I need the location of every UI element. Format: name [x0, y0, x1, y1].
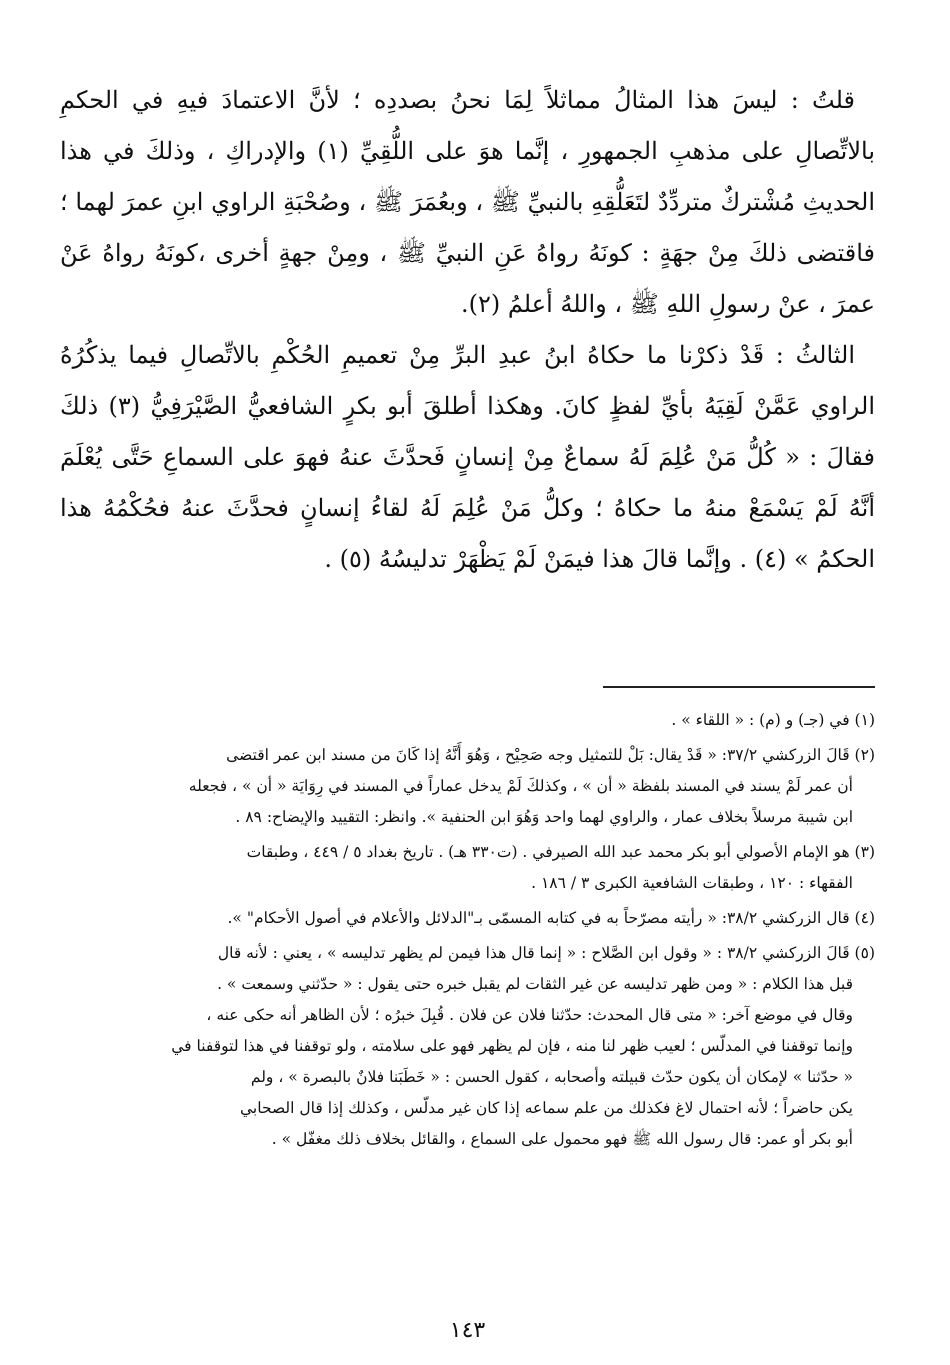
footnote-5	[60, 938, 875, 1155]
footnote-line: يكن حاضراً ؛ لأنه احتمال لاغ فكذلك من علم سماعه إذا كان غير مدلّس ، وكذلك إذا قال الصحابي	[240, 1099, 853, 1117]
footnote-line: الفقهاء : ١٢٠ ، وطبقات الشافعية الكبرى ٣ / ١٨٦ .	[531, 874, 853, 892]
page	[60, 55, 875, 1345]
main-text	[60, 75, 875, 585]
footnote-1	[60, 705, 875, 736]
footnote-line: (٢) قَالَ الزركشي ٣٧/٢: « قَدْ يقال: بَلْ للتمثيل وجه صَحِيْح ، وَهُوَ أَنَّهُ إذا كَانَ من مسند ابن عمر اقتضى	[226, 746, 875, 764]
paragraph-1: قلتُ : ليسَ هذا المثالُ مماثلاً لِمَا نحنُ بصددِه ؛ لأنَّ الاعتمادَ فيهِ في الحكمِ بالاتِّصالِ على مذهبِ الجمهورِ ، إنَّما هوَ على اللُّقِيِّ (١) والإدراكِ ، وذلكَ في هذا الحديثِ مُشْتركٌ متردِّدٌ لتَعَلُّقِهِ بالنبيِّ ﷺ ، وبعُمَرَ ﷺ ، وصُحْبَةِ الراوي ابنِ عمرَ لهما ؛ فاقتضى ذلكَ مِنْ جهَةٍ : كونَهُ رواهُ عَنِ النبيِّ ﷺ ، ومِنْ جهةٍ أخرى ،كونَهُ رواهُ عَنْ عمرَ ، عنْ رسولِ اللهِ ﷺ ، واللهُ أعلمُ (٢).	[60, 86, 875, 318]
footnote-line: قبل هذا الكلام : « ومن ظهر تدليسه عن غير الثقات لم يقبل خبره حتى يقول : « حدّثني وسمعت » .	[217, 975, 853, 993]
footnote-line: ابن شيبة مرسلاً بخلاف عمار ، والراوي لهما واحد وَهُوَ ابن الحنفية ». وانظر: التقييد والإيضاح: ٨٩ .	[235, 808, 853, 826]
footnote-line: (٤) قال الزركشي ٣٨/٢: « رأيته مصرّحاً به في كتابه المسمّى بـ"الدلائل والأعلام في أصول الأحكام" ».	[227, 909, 875, 927]
footnotes	[60, 705, 875, 1159]
paragraph-2: الثالثُ : قَدْ ذكرْنا ما حكاهُ ابنُ عبدِ البرِّ مِنْ تعميمِ الحُكْمِ بالاتِّصالِ فيما يذكُرُهُ الراوي عَمَّنْ لَقِيَهُ بأيِّ لفظٍ كانَ. وهكذا أطلقَ أبو بكرٍ الشافعيُّ الصَّيْرَفِيُّ (٣) ذلكَ فقالَ : « كُلُّ مَنْ عُلِمَ لَهُ سماعٌ مِنْ إنسانٍ فَحدَّثَ عنهُ فهوَ على السماعِ حَتَّى يُعْلَمَ أنَّهُ لَمْ يَسْمَعْ منهُ ما حكاهُ ؛ وكلُّ مَنْ عُلِمَ لَهُ لقاءُ إنسانٍ فحدَّثَ عنهُ فحُكْمُهُ هذا الحكمُ » (٤) . وإنَّما قالَ هذا فيمَنْ لَمْ يَظْهَرْ تدليسُهُ (٥) .	[60, 341, 876, 573]
footnote-3	[60, 837, 875, 899]
footnote-line: (٣) هو الإمام الأصولي أبو بكر محمد عبد الله الصيرفي . (ت٣٣٠ هـ) . تاريخ بغداد ٥ / ٤٤٩ ، وطبقات	[246, 843, 875, 861]
footnote-line: وقال في موضع آخر: « متى قال المحدث: حدّثنا فلان عن فلان . قُبِلَ خبرُه ؛ لأن الظاهر أنه حكى عنه ،	[206, 1006, 853, 1024]
footnote-4	[60, 903, 875, 934]
footnote-line: « حدّثنا » لإمكان أن يكون حدّث قبيلته وأصحابه ، كقول الحسن : « خَطَبَنا فلانٌ بالبصرة » ، ولم	[250, 1068, 853, 1086]
footnote-separator	[603, 686, 875, 688]
footnote-line: وإنما توقفنا في المدلّس ؛ لعيب ظهر لنا منه ، فإن لم يظهر فهو على سلامته ، ولو توقفنا في هذا لتوقفنا في	[171, 1037, 853, 1055]
footnote-line: (٥) قَالَ الزركشي ٣٨/٢ : « وقول ابن الصَّلاح : « إنما قال هذا فيمن لم يظهر تدليسه » ، يعني : لأنه قال	[217, 944, 875, 962]
footnote-line: أن عمر لَمْ يسند في المسند بلفظة « أن » ، وكذلكَ لَمْ يدخل عماراً في المسند في رِوَايَة « أن » ، فجعله	[188, 777, 853, 795]
footnote-2	[60, 740, 875, 833]
page-number: ١٤٣	[449, 1318, 486, 1343]
footnote-line: أبو بكر أو عمر: قال رسول الله ﷺ فهو محمول على السماع ، والقائل بخلاف ذلك مغفّل » .	[271, 1130, 853, 1148]
footnote-line: (١) في (جـ) و (م) : « اللقاء » .	[671, 711, 875, 729]
